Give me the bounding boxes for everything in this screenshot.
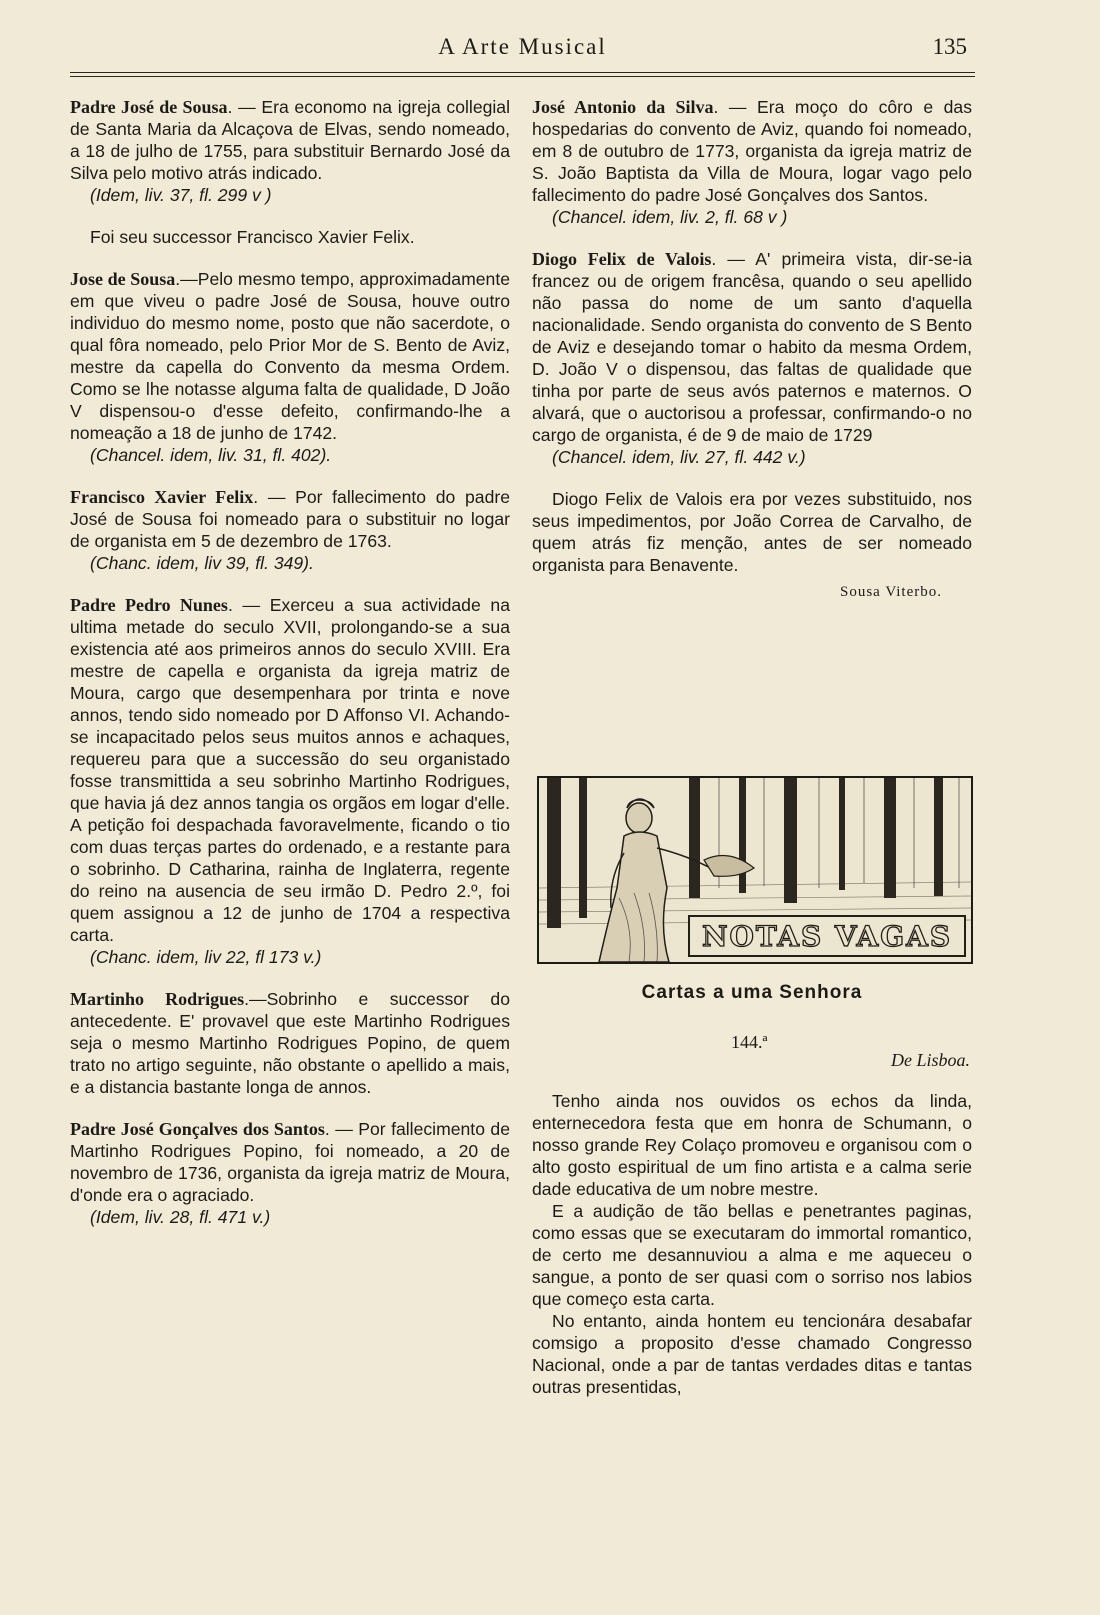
letter-paragraph: Tenho ainda nos ouvidos os echos da linda, enternecedora festa que em honra de Schumann, o nosso grande Rey Colaço promoveu e organisou com o alto gosto espiritual de um fino artista e a calma serie dade educativa de um nobre mestre. bbox=[532, 1091, 972, 1199]
entry bbox=[70, 268, 510, 466]
entry-heading: José Antonio da Silva bbox=[532, 97, 714, 117]
left-column bbox=[70, 96, 510, 1248]
entry-citation: (Chanc. idem, liv 39, fl. 349). bbox=[90, 553, 314, 573]
notas-vagas-illustration bbox=[537, 776, 973, 964]
entry bbox=[532, 248, 972, 468]
entry bbox=[70, 1118, 510, 1228]
journal-title: A Arte Musical bbox=[438, 34, 607, 59]
entry-citation: (Idem, liv. 37, fl. 299 v ) bbox=[90, 185, 272, 205]
author-signature: Sousa Viterbo. bbox=[840, 584, 942, 600]
entry-text: .—Sobrinho e successor do antecedente. E' provavel que este Martinho Rodrigues seja o mesmo Martinho Rodrigues Popino, de quem trato no artigo seguinte, não obstante o apellido a mais, e a distancia bastante longa de annos. bbox=[70, 989, 510, 1097]
entry bbox=[70, 96, 510, 206]
running-header bbox=[70, 30, 975, 66]
entry-text: .—Pelo mesmo tempo, approximadamente em que viveu o padre José de Sousa, houve outro individuo do mesmo nome, posto que não sacerdote, o qual fôra nomeado, pelo Prior Mor de S. Bento de Aviz, mestre da capella do Convento da mesma Ordem. Como se lhe notasse alguma falta de qualidade, D João V dispensou-o d'esse defeito, confirmando-lhe a nomeação a 18 de junho de 1742. bbox=[70, 269, 510, 443]
banner-title: NOTAS VAGAS bbox=[701, 920, 953, 953]
entry-text: . — Por fallecimento de Martinho Rodrigues Popino, foi nomeado, a 20 de novembro de 1736, organista da igreja matriz de Moura, d'onde era o agraciado. bbox=[70, 1119, 510, 1205]
entry-text: Diogo Felix de Valois era por vezes substituido, nos seus impedimentos, por João Correa de Carvalho, de quem atrás fiz menção, antes de ser nomeado organista para Benavente. bbox=[532, 489, 972, 575]
entry-heading: Padre José Gonçalves dos Santos bbox=[70, 1119, 325, 1139]
entry-heading: Francisco Xavier Felix bbox=[70, 487, 254, 507]
entry bbox=[70, 486, 510, 574]
entry-heading: Padre Pedro Nunes bbox=[70, 595, 228, 615]
entry bbox=[532, 488, 972, 576]
entry-text: . — Por fallecimento do padre José de Sousa foi nomeado para o substituir no logar de organista em 5 de dezembro de 1763. bbox=[70, 487, 511, 551]
header-rule-second bbox=[70, 76, 975, 77]
entry bbox=[532, 96, 972, 228]
section-title: Cartas a uma Senhora bbox=[641, 982, 863, 1003]
entry-text: . — Era moço do côro e das hospedarias do convento de Aviz, quando foi nomeado, em 8 de outubro de 1773, organista da igreja matriz de S. João Baptista da Villa de Moura, logar vago pelo fallecimento do padre José Gonçalves dos Santos. bbox=[532, 97, 972, 205]
letter-place: De Lisboa. bbox=[890, 1050, 970, 1070]
entry-heading: Padre José de Sousa bbox=[70, 97, 228, 117]
letter-number: 144.ª bbox=[731, 1032, 768, 1052]
entry-text: . — Exerceu a sua actividade na ultima metade do seculo XVII, prolongando-se a sua existencia até aos primeiros annos do seculo XVIII. Era mestre de capella e organista da igreja matriz de Moura, cargo que desempenhara por trinta e nove annos, tendo sido nomeado por D Affonso VI. Achando-se incapacitado pelos seus muitos annos e achaques, requereu para que a successão do seu organistado fosse transmittida a seu sobrinho Martinho Rodrigues, que havia já dez annos tangia os orgãos em logar d'elle. A petição foi despachada favoravelmente, ficando o tio com duas terças partes do ordenado, e a restante para o sobrinho. D Catharina, rainha de Inglaterra, regente do reino na ausencia de seu irmão D. Pedro 2.º, foi quem assignou a 12 de junho de 1704 a respectiva carta. bbox=[70, 595, 511, 945]
entry bbox=[70, 594, 510, 968]
entry-heading: Diogo Felix de Valois bbox=[532, 249, 712, 269]
entry-citation: (Chancel. idem, liv. 2, fl. 68 v ) bbox=[552, 207, 788, 227]
letter-paragraph: No entanto, ainda hontem eu tencionára desabafar comsigo a proposito d'esse chamado Congresso Nacional, onde a par de tantas verdades ditas e tantas outras presentidas, bbox=[532, 1311, 972, 1397]
letter-paragraph: E a audição de tão bellas e penetrantes paginas, como essas que se executaram do immortal romantico, de certo me desannuviou a alma e me aqueceu o sangue, a ponto de ser quasi com o sorriso nos labios que começo esta carta. bbox=[532, 1201, 972, 1309]
entry-heading: Martinho Rodrigues bbox=[70, 989, 245, 1009]
header-rule bbox=[70, 72, 975, 73]
page-number: 135 bbox=[932, 34, 967, 59]
entry-text: . — Era economo na igreja collegial de Santa Maria da Alcaçova de Elvas, sendo nomeado, a 18 de julho de 1755, para substituir Bernardo José da Silva pelo motivo atrás indicado. bbox=[70, 97, 510, 183]
entry bbox=[70, 226, 510, 248]
entry-citation: (Chancel. idem, liv. 27, fl. 442 v.) bbox=[552, 447, 806, 467]
entry-citation: (Idem, liv. 28, fl. 471 v.) bbox=[90, 1207, 271, 1227]
entry-citation: (Chancel. idem, liv. 31, fl. 402). bbox=[90, 445, 332, 465]
letter-body bbox=[532, 1090, 972, 1398]
entry bbox=[70, 988, 510, 1098]
right-column bbox=[532, 96, 972, 601]
forest-woman-engraving bbox=[539, 778, 971, 962]
entry-text: . — A' primeira vista, dir-se-ia francez ou de origem francêsa, quando o seu apellido não passa do nome de um santo d'aquella nacionalidade. Sendo organista do convento de S Bento de Aviz e desejando tomar o habito da mesma Ordem, D. João V o dispensou, das faltas de qualidade que tinha por parte de seus avós paternos e maternos. O alvará, que o auctorisou a professar, confirmando-o no cargo de organista, é de 9 de maio de 1729 bbox=[532, 249, 973, 445]
entry-text: Foi seu successor Francisco Xavier Felix. bbox=[90, 227, 415, 247]
entry-citation: (Chanc. idem, liv 22, fl 173 v.) bbox=[90, 947, 322, 967]
entry-heading: Jose de Sousa bbox=[70, 269, 176, 289]
